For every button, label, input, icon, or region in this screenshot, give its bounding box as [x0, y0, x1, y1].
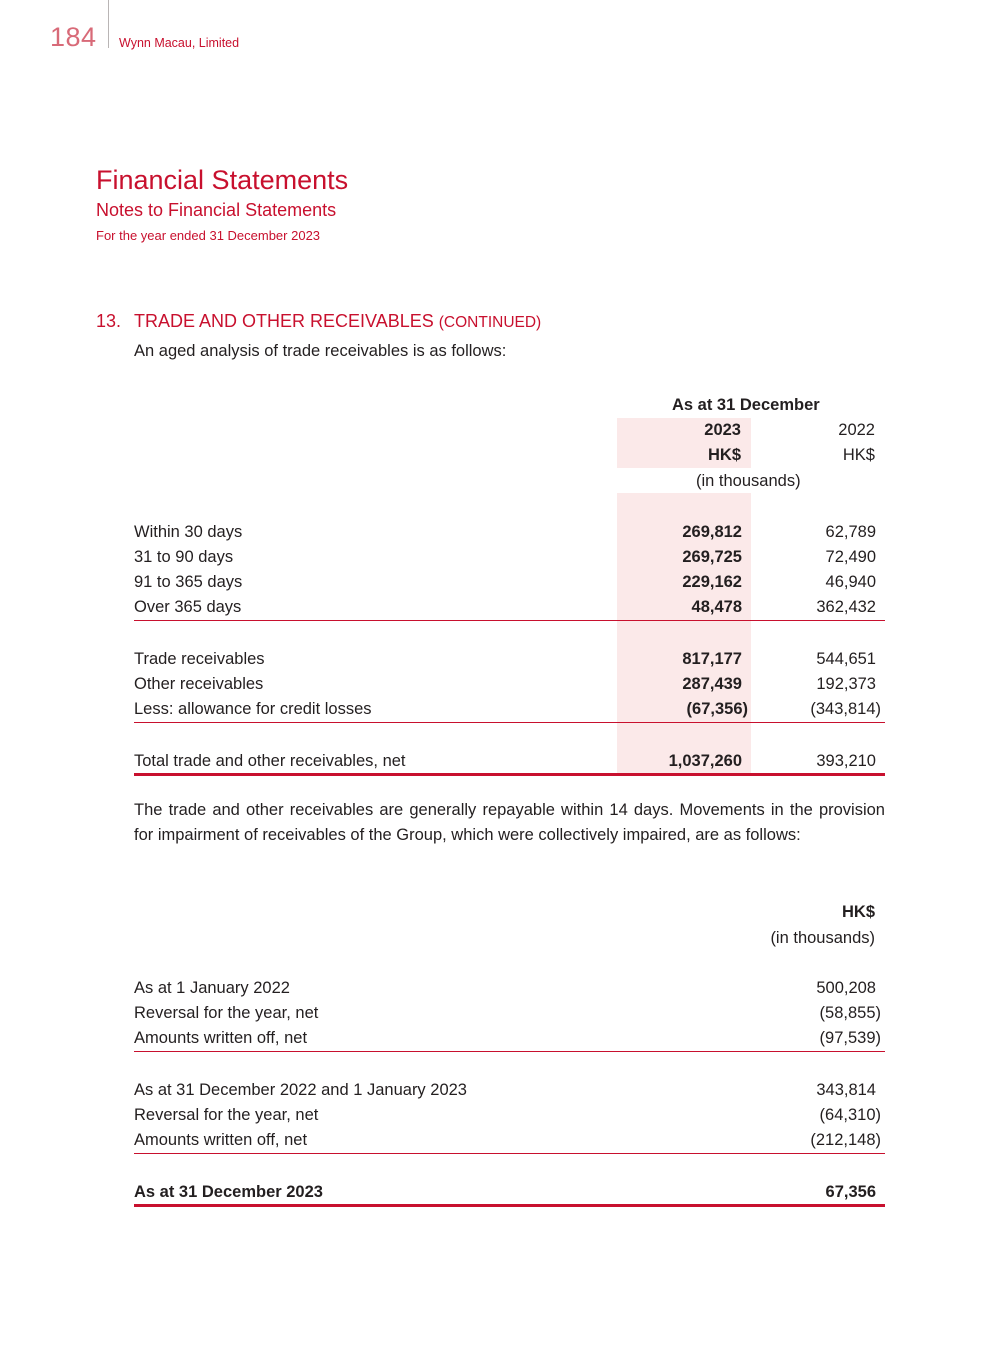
row-value: 67,356: [825, 1183, 876, 1201]
currency-2023-header: HK$: [707, 446, 741, 464]
row-label: Less: allowance for credit losses: [134, 700, 372, 718]
value-2023: 269,812: [682, 523, 742, 541]
row-value: 500,208: [816, 979, 876, 997]
table-row: [134, 570, 886, 595]
subtotal-rule: [134, 1051, 885, 1052]
page-title: Financial Statements: [96, 165, 349, 195]
row-value: (64,310): [819, 1106, 881, 1124]
table-row: [134, 1103, 886, 1128]
section-title-text: TRADE AND OTHER RECEIVABLES: [134, 311, 434, 331]
total-rule: [134, 1204, 885, 1207]
reporting-period: For the year ended 31 December 2023: [96, 228, 321, 243]
value-2023: 229,162: [682, 573, 742, 591]
row-label: As at 31 December 2023: [134, 1183, 323, 1201]
value-2022: 72,490: [825, 548, 876, 566]
row-label: Amounts written off, net: [134, 1029, 308, 1047]
row-label: Trade receivables: [134, 650, 265, 668]
row-value: (97,539): [819, 1029, 881, 1047]
movement-units-header: (in thousands): [770, 929, 875, 947]
row-value: (58,855): [819, 1004, 881, 1022]
year-2023-header: 2023: [704, 421, 741, 439]
section-continued: (CONTINUED): [438, 314, 542, 331]
row-label: Over 365 days: [134, 598, 242, 616]
section-number: 13.: [96, 311, 122, 331]
table-row: [134, 545, 886, 570]
page-number: 184: [50, 22, 97, 52]
value-2023: 817,177: [682, 650, 742, 668]
value-2022: 544,651: [816, 650, 876, 668]
row-value: (212,148): [810, 1131, 881, 1149]
value-2022: 393,210: [816, 752, 876, 770]
movement-currency-header: HK$: [841, 903, 875, 921]
row-label: Amounts written off, net: [134, 1131, 308, 1149]
body-paragraph: The trade and other receivables are generally repayable within 14 days. Movements in the provision for impairment of receivables of the Group, which were collectively impaired, are as follows:: [134, 801, 885, 845]
section-title: [134, 311, 541, 332]
table-row: [134, 697, 886, 722]
row-label: Reversal for the year, net: [134, 1004, 319, 1022]
row-label: As at 1 January 2022: [134, 979, 290, 997]
value-2023: 48,478: [691, 598, 742, 616]
currency-2022-header: HK$: [842, 446, 875, 464]
value-2022: 46,940: [825, 573, 876, 591]
value-2023: 269,725: [682, 548, 742, 566]
table-row: [134, 647, 886, 672]
subtotal-rule: [134, 722, 885, 723]
table-row: [134, 976, 886, 1001]
row-value: 343,814: [816, 1081, 876, 1099]
row-label: 91 to 365 days: [134, 573, 243, 591]
table-row: [134, 1001, 886, 1026]
table-row: [134, 595, 886, 620]
year-2022-header: 2022: [838, 421, 875, 439]
row-label: Reversal for the year, net: [134, 1106, 319, 1124]
row-label: Total trade and other receivables, net: [134, 752, 406, 770]
row-label: 31 to 90 days: [134, 548, 234, 566]
value-2023: 287,439: [682, 675, 742, 693]
value-2022: 62,789: [825, 523, 876, 541]
value-2022: 362,432: [816, 598, 876, 616]
table-row: [134, 1128, 886, 1153]
subtotal-rule: [134, 620, 885, 621]
table-row: [134, 672, 886, 697]
table-row: [134, 1026, 886, 1051]
page-subtitle: Notes to Financial Statements: [96, 200, 337, 220]
table-row: [134, 1078, 886, 1103]
table-group-header: As at 31 December: [672, 396, 820, 414]
value-2023: (67,356): [686, 700, 748, 718]
section-intro: An aged analysis of trade receivables is as follows:: [134, 342, 507, 360]
row-label: Within 30 days: [134, 523, 243, 541]
total-row: [134, 749, 886, 774]
company-name: Wynn Macau, Limited: [119, 36, 240, 50]
total-rule: [134, 773, 885, 776]
row-label: Other receivables: [134, 675, 264, 693]
value-2023: 1,037,260: [668, 752, 742, 770]
header-divider: [108, 0, 109, 48]
value-2022: (343,814): [810, 700, 881, 718]
units-header: (in thousands): [696, 472, 801, 490]
value-2022: 192,373: [816, 675, 876, 693]
table-row: [134, 520, 886, 545]
total-row: [134, 1180, 886, 1205]
subtotal-rule: [134, 1153, 885, 1154]
row-label: As at 31 December 2022 and 1 January 2023: [134, 1081, 467, 1099]
